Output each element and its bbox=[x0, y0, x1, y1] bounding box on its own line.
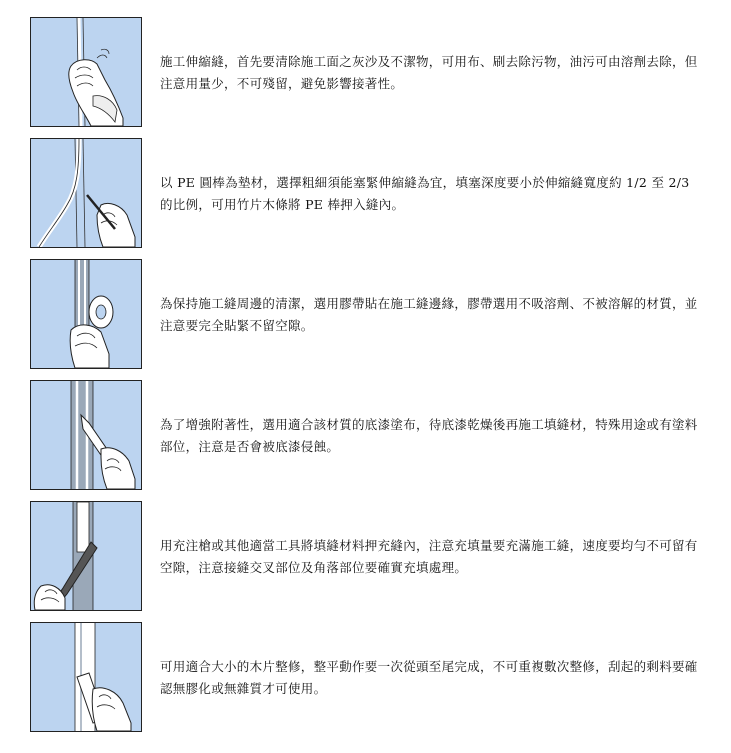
backer-rod-icon bbox=[30, 138, 142, 248]
step-1 bbox=[30, 17, 710, 127]
cleaning-hand-icon bbox=[30, 17, 142, 127]
step-6-text: 可用適合大小的木片整修，整平動作要一次從頭至尾完成，不可重複數次整修，刮起的剩料要確認無膠化或無雜質才可使用。 bbox=[160, 659, 698, 696]
caulking-gun-icon bbox=[30, 501, 142, 611]
step-5-text: 用充注槍或其他適當工具將填縫材料押充縫內，注意充填量要充滿施工縫，速度要均勻不可留有空隙，注意接縫交叉部位及角落部位要確實充填處理。 bbox=[160, 538, 698, 575]
step-2 bbox=[30, 138, 710, 248]
step-1-text: 施工伸縮縫，首先要清除施工面之灰沙及不潔物，可用布、刷去除污物，油污可由溶劑去除，但注意用量少，不可殘留，避免影響接著性。 bbox=[160, 54, 698, 91]
step-3 bbox=[30, 259, 710, 369]
masking-tape-icon bbox=[30, 259, 142, 369]
step-4-text: 為了增強附著性，選用適合該材質的底漆塗布，待底漆乾燥後再施工填縫材，特殊用途或有塗料部位，注意是否會被底漆侵蝕。 bbox=[160, 417, 698, 454]
step-3-text: 為保持施工縫周邊的清潔，選用膠帶貼在施工縫邊緣，膠帶選用不吸溶劑、不被溶解的材質，並注意要完全貼緊不留空隙。 bbox=[160, 296, 698, 333]
primer-brush-icon bbox=[30, 380, 142, 490]
step-5 bbox=[30, 501, 710, 611]
step-2-text: 以 PE 圓棒為墊材，選擇粗細須能塞緊伸縮縫為宜，填塞深度要小於伸縮縫寬度約 1/2 至 2/3 的比例，可用竹片木條將 PE 棒押入縫內。 bbox=[160, 175, 690, 212]
spatula-icon bbox=[30, 622, 142, 732]
step-6 bbox=[30, 622, 710, 732]
step-4 bbox=[30, 380, 710, 490]
